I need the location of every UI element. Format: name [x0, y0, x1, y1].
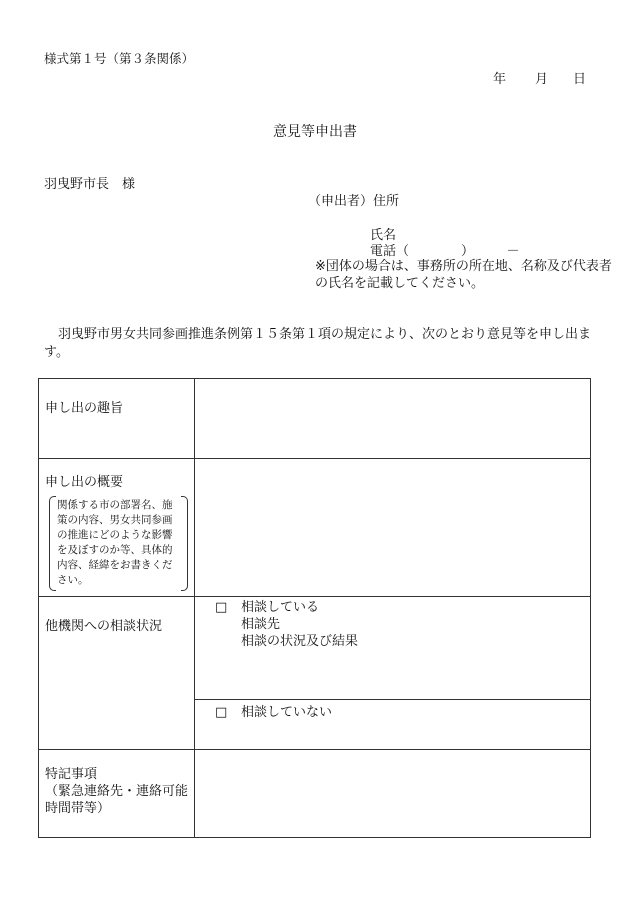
summary-label-cell [39, 459, 195, 597]
purpose-row [39, 379, 591, 459]
consult-label-cell [39, 597, 195, 750]
consult-destination-label: 相談先 [241, 617, 281, 632]
checkbox-not-consulting[interactable]: □ [215, 705, 228, 720]
applicant-phone-label: 電話（ ） － [370, 244, 520, 259]
not-consulting-option[interactable] [195, 704, 590, 721]
not-consulting-cell[interactable] [195, 700, 591, 750]
summary-label: 申し出の概要 [45, 475, 124, 490]
purpose-label: 申し出の趣旨 [45, 401, 124, 416]
intro-paragraph: 羽曳野市男女共同参画推進条例第１５条第１項の規定により、次のとおり意見等を申し出ます。 [44, 327, 592, 360]
form-number: 様式第１号（第３条関係） [44, 51, 195, 66]
document-title: 意見等申出書 [273, 124, 357, 140]
consulting-option[interactable] [195, 599, 590, 616]
special-row [39, 750, 591, 838]
consult-status-label: 相談の状況及び結果 [241, 634, 359, 649]
consult-row [39, 597, 591, 700]
consult-label: 他機関への相談状況 [45, 619, 163, 634]
opinion-form-table [38, 378, 591, 838]
addressee: 羽曳野市長 様 [44, 177, 136, 192]
summary-field[interactable] [195, 459, 591, 597]
not-consulting-label: 相談していない [241, 705, 333, 720]
summary-hint: 関係する市の部署名、施策の内容、男女共同参画の推進にどのような影響を及ぼすのか等、具体的内容、経緯をお書きください。 [49, 496, 188, 591]
consulting-label: 相談している [241, 600, 320, 615]
summary-row [39, 459, 591, 597]
purpose-label-cell [39, 379, 195, 459]
special-field[interactable] [195, 750, 591, 838]
applicant-name-label: 氏名 [370, 228, 397, 243]
special-label-block [39, 750, 194, 817]
date-day-label: 日 [573, 72, 587, 87]
special-label-cell [39, 750, 195, 838]
special-sub-label: （緊急連絡先・連絡可能時間帯等） [45, 784, 189, 816]
special-label: 特記事項 [45, 767, 98, 782]
date-month-label: 月 [535, 72, 549, 87]
purpose-field[interactable] [195, 379, 591, 459]
applicant-address-label: （申出者）住所 [308, 194, 400, 209]
consulting-cell[interactable] [195, 597, 591, 700]
organization-note: ※団体の場合は、事務所の所在地、名称及び代表者の氏名を記載してください。 [315, 259, 612, 291]
date-year-label: 年 [493, 72, 507, 87]
checkbox-consulting[interactable]: □ [215, 600, 228, 615]
